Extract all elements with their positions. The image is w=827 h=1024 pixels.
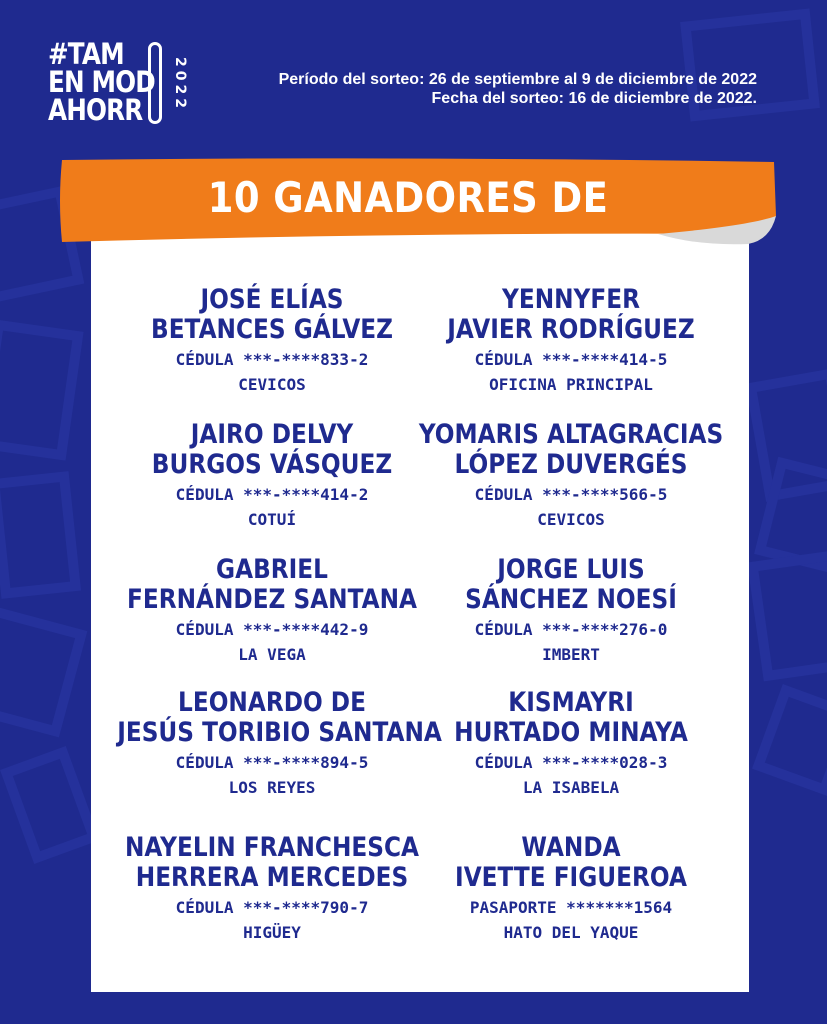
winner-id: PASAPORTE *******1564 <box>469 898 673 917</box>
winner-last-name: HURTADO MINAYA <box>454 717 688 748</box>
winner-first-name: LEONARDO DE <box>178 687 366 718</box>
logo-year: 2022 <box>172 56 188 112</box>
winner-first-name: YENNYFER <box>502 284 640 315</box>
winner-branch: IMBERT <box>542 645 600 664</box>
winner-last-name: JAVIER RODRÍGUEZ <box>447 314 695 345</box>
winner-id: CÉDULA ***-****894-5 <box>175 753 369 772</box>
winner-last-name: JESÚS TORIBIO SANTANA <box>117 717 442 748</box>
winner-branch: HIGÜEY <box>243 923 301 942</box>
banner-title: 10 GANADORES DE RD$50,000 <box>207 173 609 282</box>
winner-branch: LA VEGA <box>238 645 306 664</box>
winner-branch: CEVICOS <box>537 510 605 529</box>
logo-line-2: EN MOD <box>48 65 155 99</box>
draw-period-info <box>197 70 757 108</box>
winner-last-name: IVETTE FIGUEROA <box>455 862 687 893</box>
winner-last-name: FERNÁNDEZ SANTANA <box>126 584 418 615</box>
winner-last-name: LÓPEZ DUVERGÉS <box>454 449 688 480</box>
winner-branch: OFICINA PRINCIPAL <box>489 375 653 394</box>
winner-first-name: JORGE LUIS <box>497 554 645 585</box>
winner-first-name: WANDA <box>521 832 621 863</box>
campaign-logo <box>48 37 188 130</box>
winner-id: CÉDULA ***-****414-5 <box>474 350 668 369</box>
logo-zero-shape <box>148 42 162 124</box>
winner-last-name: BURGOS VÁSQUEZ <box>151 449 393 480</box>
winner-first-name: KISMAYRI <box>508 687 634 718</box>
winner-branch: LA ISABELA <box>522 778 620 797</box>
winner-entry <box>391 555 751 666</box>
winner-id: CÉDULA ***-****028-3 <box>474 753 668 772</box>
winner-branch: HATO DEL YAQUE <box>503 923 639 942</box>
winner-branch: COTUÍ <box>247 510 297 529</box>
winner-id: CÉDULA ***-****566-5 <box>474 485 668 504</box>
winner-entry <box>391 688 751 799</box>
winner-first-name: NAYELIN FRANCHESCA <box>124 832 420 863</box>
winner-entry <box>391 833 751 944</box>
winner-last-name: HERRERA MERCEDES <box>135 862 409 893</box>
winner-entry <box>391 420 751 531</box>
winner-first-name: JOSÉ ELÍAS <box>200 284 344 315</box>
winner-first-name: GABRIEL <box>216 554 328 585</box>
draw-period-line: Período del sorteo: 26 de septiembre al 9 de diciembre de 2022 <box>278 71 757 88</box>
winner-last-name: BETANCES GÁLVEZ <box>150 314 394 345</box>
logo-line-1: #TAM <box>48 37 124 71</box>
winner-id: CÉDULA ***-****442-9 <box>175 620 369 639</box>
winner-branch: CEVICOS <box>238 375 306 394</box>
winner-id: CÉDULA ***-****276-0 <box>474 620 668 639</box>
winner-first-name: JAIRO DELVY <box>190 419 354 450</box>
draw-date-line: Fecha del sorteo: 16 de diciembre de 2022. <box>431 90 757 107</box>
logo-line-3: AHORR <box>48 93 143 127</box>
winner-last-name: SÁNCHEZ NOESÍ <box>465 584 677 615</box>
winner-id: CÉDULA ***-****790-7 <box>175 898 369 917</box>
winner-entry <box>391 285 751 396</box>
winner-id: CÉDULA ***-****414-2 <box>175 485 369 504</box>
winner-first-name: YOMARIS ALTAGRACIAS <box>418 419 724 450</box>
winner-branch: LOS REYES <box>228 778 316 797</box>
winner-id: CÉDULA ***-****833-2 <box>175 350 369 369</box>
